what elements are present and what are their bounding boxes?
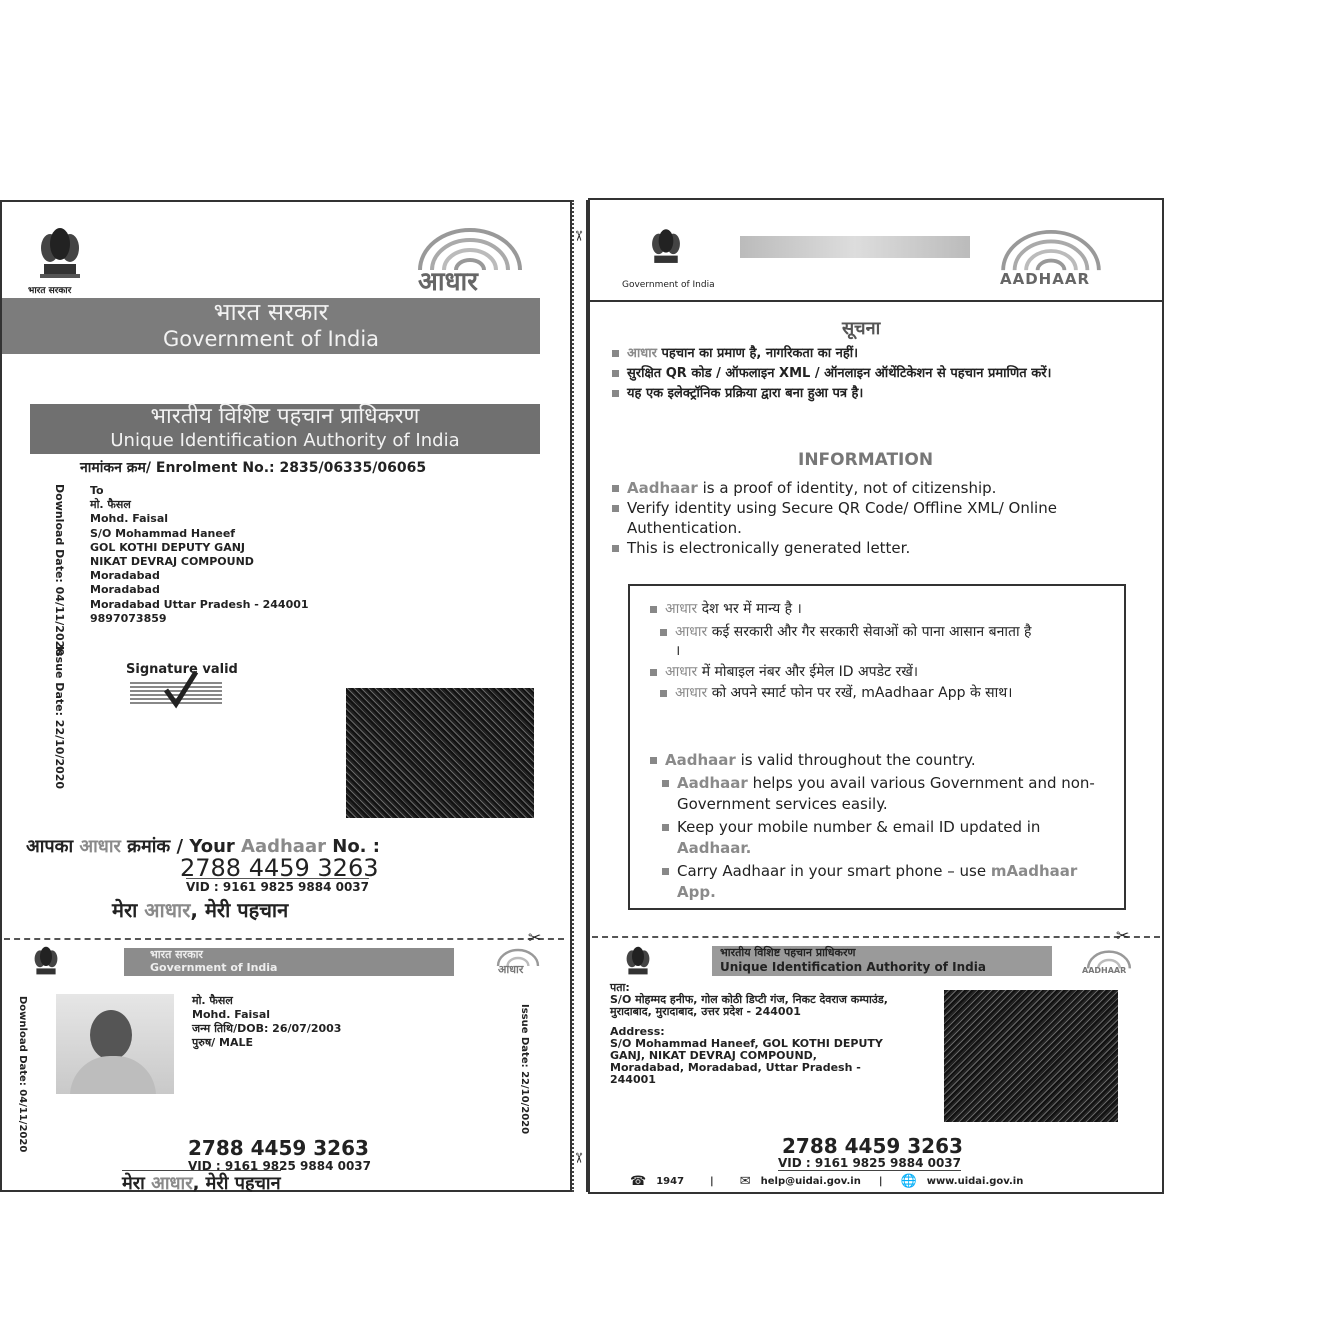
card-uidai-hindi: भारतीय विशिष्ट पहचान प्राधिकरण	[720, 946, 856, 959]
contact-footer	[630, 1174, 1150, 1189]
gov-band	[2, 298, 540, 354]
scissors-icon: ✂	[569, 230, 586, 242]
hindi-point: यह एक इलेक्ट्रॉनिक प्रक्रिया द्वारा बना हुआ पत्र है।	[612, 384, 1112, 404]
qr-code	[944, 990, 1118, 1122]
hindi-point: आधार पहचान का प्रमाण है, नागरिकता का नहीं।	[612, 344, 1112, 364]
uidai-english: Unique Identification Authority of India	[110, 430, 460, 451]
national-emblem-icon	[644, 222, 688, 276]
aadhaar-logo-text: आधार	[418, 267, 478, 297]
aadhaar-logo-text: आधार	[498, 963, 524, 976]
gov-hindi: भारत सरकार	[213, 298, 329, 326]
card-gov-band	[124, 948, 454, 976]
pata-label: पता:	[610, 981, 630, 994]
suchna-heading: सूचना	[842, 318, 881, 339]
english-point: Verify identity using Secure QR Code/ Offline XML/ Online Authentication.	[612, 498, 1152, 538]
hindi-points	[612, 344, 1112, 404]
cut-line	[4, 938, 564, 940]
scissors-icon: ✂	[1116, 926, 1130, 945]
web-icon: 🌐	[900, 1174, 917, 1189]
national-emblem-icon	[30, 224, 90, 286]
card-uidai-band	[712, 946, 1052, 976]
address-text: S/O Mohammad Haneef, GOL KOTHI DEPUTY GANJ, NIKAT DEVRAJ COMPOUND, Moradabad, Moradabad, Uttar Pradesh - 244001	[610, 1037, 883, 1086]
address-line: Moradabad	[90, 569, 160, 583]
address-line: NIKAT DEVRAJ COMPOUND	[90, 555, 254, 569]
box-hindi-points	[650, 600, 1110, 703]
holder-dob: जन्म तिथि/DOB: 26/07/2003	[192, 1022, 342, 1035]
address-line: GOL KOTHI DEPUTY GANJ	[90, 540, 246, 554]
emblem-caption: भारत सरकार	[28, 286, 72, 296]
signature-label: Signature valid	[126, 662, 238, 677]
download-date: Download Date: 04/11/2020	[53, 484, 66, 656]
gov-english: Government of India	[162, 327, 380, 351]
slogan: मेरा आधार, मेरी पहचान	[112, 898, 289, 922]
holder-name-english: Mohd. Faisal	[192, 1008, 271, 1021]
issue-date: Issue Date: 22/10/2020	[53, 646, 66, 790]
vid-number: VID : 9161 9825 9884 0037	[188, 1159, 371, 1173]
recipient-address	[90, 484, 309, 626]
phone-icon: ☎	[630, 1174, 647, 1189]
enrolment-number: नामांकन क्रम/ Enrolment No.: 2835/06335/06065	[80, 460, 427, 476]
box-english-point: Carry Aadhaar in your smart phone – use mAadhaar App.	[650, 861, 1100, 903]
aadhaar-number: 2788 4459 3263	[188, 1136, 369, 1160]
holder-gender: पुरुष/ MALE	[192, 1036, 254, 1049]
hindi-point: सुरक्षित QR कोड / ऑफलाइन XML / ऑनलाइन ऑथेंटिकेशन से पहचान प्रमाणित करें।	[612, 364, 1112, 384]
qr-code	[346, 688, 534, 818]
aadhaar-logo-text: AADHAAR	[1082, 966, 1127, 975]
address-line: 9897073859	[90, 611, 167, 625]
box-hindi-point: आधार देश भर में मान्य है ।	[650, 600, 1110, 619]
address-line: मो. फैसल	[90, 498, 131, 512]
scissors-icon: ✂	[569, 1152, 586, 1164]
uidai-band	[30, 404, 540, 454]
holder-name-hindi: मो. फैसल	[192, 994, 233, 1007]
address-line: To	[90, 484, 104, 497]
card-gov-hindi: भारत सरकार	[150, 948, 203, 961]
vid-number: VID : 9161 9825 9884 0037	[778, 1156, 961, 1170]
cut-line	[592, 936, 1160, 938]
gray-stripe	[740, 236, 970, 258]
pata-text: S/O मोहम्मद हनीफ, गोल कोठी डिप्टी गंज, निकट देवराज कम्पाउंड, मुरादाबाद, मुरादाबाद, उत्तर प्रदेश - 244001	[610, 993, 888, 1018]
website-link[interactable]: www.uidai.gov.in	[926, 1176, 1024, 1187]
card-address	[610, 982, 910, 1086]
scissors-icon: ✂	[528, 928, 542, 947]
national-emblem-icon	[620, 944, 656, 982]
aadhaar-logo-icon	[984, 228, 1118, 274]
photo	[56, 994, 174, 1094]
aadhaar-number-label: आपका आधार क्रमांक / Your Aadhaar No. :	[26, 836, 380, 857]
box-english-points	[650, 750, 1100, 903]
card-holder-details	[192, 994, 341, 1050]
box-hindi-point: आधार में मोबाइल नंबर और ईमेल ID अपडेट रखें।	[650, 663, 1110, 682]
card-uidai-english: Unique Identification Authority of India	[720, 960, 986, 974]
issue-date: Issue Date: 22/10/2020	[519, 1004, 530, 1135]
aadhaar-logo-text: AADHAAR	[1000, 270, 1090, 288]
box-hindi-point: आधार को अपने स्मार्ट फोन पर रखें, mAadhaar App के साथ।	[650, 684, 1095, 703]
box-hindi-point: आधार कई सरकारी और गैर सरकारी सेवाओं को पाना आसान बनाता है ।	[650, 623, 1035, 661]
emblem-caption: Government of India	[622, 280, 715, 290]
card-gov-english: Government of India	[150, 961, 278, 974]
address-line: Moradabad Uttar Pradesh - 244001	[90, 597, 309, 611]
vid-number: VID : 9161 9825 9884 0037	[186, 880, 369, 894]
mail-icon: ✉	[739, 1174, 751, 1189]
address-line: Moradabad	[90, 583, 160, 597]
checkmark-icon	[160, 668, 200, 710]
box-english-point: Aadhaar helps you avail various Government and non-Government services easily.	[650, 773, 1100, 815]
download-date: Download Date: 04/11/2020	[17, 996, 28, 1153]
address-line: S/O Mohammad Haneef	[90, 526, 236, 540]
box-english-point: Keep your mobile number & email ID updated in Aadhaar.	[650, 817, 1100, 859]
helpline-number: 1947	[656, 1176, 685, 1187]
header-divider	[590, 300, 1162, 302]
fold-line	[569, 200, 588, 1192]
slogan: मेरा आधार, मेरी पहचान	[122, 1170, 281, 1195]
national-emblem-icon	[28, 944, 64, 982]
english-point: This is electronically generated letter.	[612, 538, 1152, 558]
aadhaar-number: 2788 4459 3263	[782, 1134, 963, 1158]
address-line: Mohd. Faisal	[90, 512, 169, 526]
help-email[interactable]: help@uidai.gov.in	[760, 1176, 861, 1187]
separator: |	[710, 1176, 714, 1187]
box-english-point: Aadhaar is valid throughout the country.	[650, 750, 1100, 771]
address-label: Address:	[610, 1025, 665, 1038]
english-points	[612, 478, 1152, 558]
information-heading: INFORMATION	[798, 450, 934, 470]
uidai-hindi: भारतीय विशिष्ट पहचान प्राधिकरण	[150, 404, 420, 429]
aadhaar-number: 2788 4459 3263	[180, 854, 379, 882]
separator: |	[878, 1176, 883, 1187]
english-point: Aadhaar is a proof of identity, not of citizenship.	[612, 478, 1152, 498]
